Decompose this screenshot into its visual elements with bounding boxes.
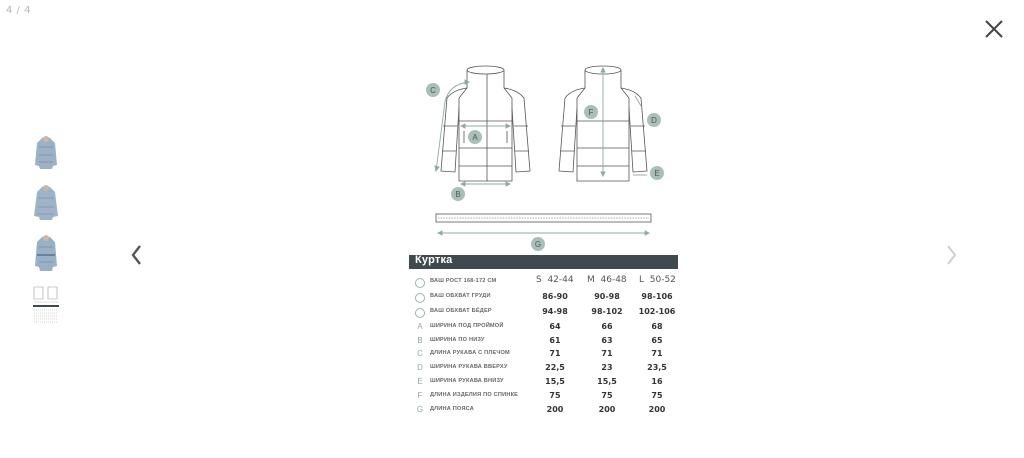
table-row	[409, 405, 678, 417]
row-marker: C	[417, 349, 423, 358]
table-title: Куртка	[415, 254, 453, 266]
table-row	[409, 363, 678, 375]
row-marker: B	[417, 336, 423, 345]
row-label: ВАШ ОБХВАТ ГРУДИ	[430, 293, 491, 299]
row-value-s: 22,5	[545, 363, 565, 372]
row-value-m: 75	[601, 391, 613, 400]
chevron-right-icon	[944, 242, 960, 268]
table-row	[409, 277, 678, 289]
row-marker: E	[417, 377, 423, 386]
row-marker: A	[417, 322, 423, 331]
jacket-photo-thumbnail	[31, 233, 61, 273]
row-label: ДЛИНА РУКАВА С ПЛЕЧОМ	[430, 350, 510, 356]
table-row	[409, 391, 678, 403]
table-row	[409, 307, 678, 319]
size-chart-image	[409, 26, 678, 432]
row-value-s: 15,5	[545, 377, 565, 386]
diagram-marker-f: F	[588, 108, 594, 117]
check-circle-icon	[415, 292, 425, 304]
row-label: ДЛИНА ИЗДЕЛИЯ ПО СПИНКЕ	[430, 392, 519, 398]
row-label: ШИРИНА РУКАВА ВВЕРХУ	[430, 364, 508, 370]
row-value-l: 16	[651, 377, 663, 386]
close-button[interactable]	[982, 17, 1006, 41]
row-value-l: 98-106	[641, 292, 673, 301]
gallery-counter: 4 / 4	[6, 5, 31, 16]
diagram-marker-a: A	[472, 133, 478, 142]
row-value-s: 61	[549, 336, 561, 345]
row-label: ВАШ РОСТ 168-172 СМ	[430, 278, 497, 284]
next-button[interactable]	[944, 242, 960, 268]
check-circle-icon	[415, 277, 425, 289]
row-marker: F	[417, 391, 423, 400]
size-label-s: S 42-44	[536, 275, 574, 285]
table-row	[409, 349, 678, 361]
row-marker: G	[416, 405, 424, 414]
row-value-s: 64	[549, 322, 561, 331]
row-value-l: 68	[651, 322, 663, 331]
row-marker: D	[417, 363, 423, 372]
row-label: ШИРИНА ПО НИЗУ	[430, 337, 485, 343]
row-label: ВАШ ОБХВАТ БЁДЕР	[430, 308, 492, 314]
row-value-m: 98-102	[591, 307, 623, 316]
row-value-l: 75	[651, 391, 663, 400]
table-row	[409, 322, 678, 334]
row-value-l: 200	[648, 405, 666, 414]
size-chart-thumbnail	[31, 284, 61, 324]
table-row	[409, 292, 678, 304]
row-value-s: 71	[549, 349, 561, 358]
table-row	[409, 336, 678, 348]
prev-button[interactable]	[128, 242, 144, 268]
thumbnail-2[interactable]	[31, 183, 61, 223]
table-header	[409, 255, 678, 269]
row-value-s: 94-98	[542, 307, 568, 316]
jacket-technical-drawing	[409, 26, 678, 256]
chevron-left-icon	[128, 242, 144, 268]
jacket-photo-thumbnail	[31, 183, 61, 223]
row-label: ШИРИНА ПОД ПРОЙМОЙ	[430, 323, 504, 329]
row-value-l: 102-106	[638, 307, 676, 316]
diagram-marker-e: E	[654, 169, 660, 178]
thumbnail-4[interactable]	[31, 284, 61, 324]
diagram-marker-b: B	[455, 190, 461, 199]
row-value-s: 75	[549, 391, 561, 400]
diagram-marker-d: D	[651, 116, 657, 125]
row-value-m: 90-98	[594, 292, 620, 301]
jacket-photo-thumbnail	[31, 133, 61, 173]
row-value-l: 71	[651, 349, 663, 358]
thumbnail-3[interactable]	[31, 233, 61, 273]
row-value-s: 200	[546, 405, 564, 414]
close-icon	[982, 17, 1006, 41]
diagram-marker-g: G	[534, 240, 542, 249]
diagram-marker-c: C	[430, 86, 436, 95]
row-value-l: 65	[651, 336, 663, 345]
size-label-l: L 50-52	[639, 275, 676, 285]
row-label: ДЛИНА ПОЯСА	[430, 406, 475, 412]
row-value-m: 23	[601, 363, 613, 372]
row-value-m: 66	[601, 322, 613, 331]
row-label: ШИРИНА РУКАВА ВНИЗУ	[430, 378, 504, 384]
row-value-l: 23,5	[647, 363, 667, 372]
row-value-s: 86-90	[542, 292, 568, 301]
table-row	[409, 377, 678, 389]
row-value-m: 63	[601, 336, 613, 345]
thumbnail-1[interactable]	[31, 133, 61, 173]
row-value-m: 15,5	[597, 377, 617, 386]
size-label-m: M 46-48	[587, 275, 627, 285]
row-value-m: 71	[601, 349, 613, 358]
check-circle-icon	[415, 307, 425, 319]
row-value-m: 200	[598, 405, 616, 414]
